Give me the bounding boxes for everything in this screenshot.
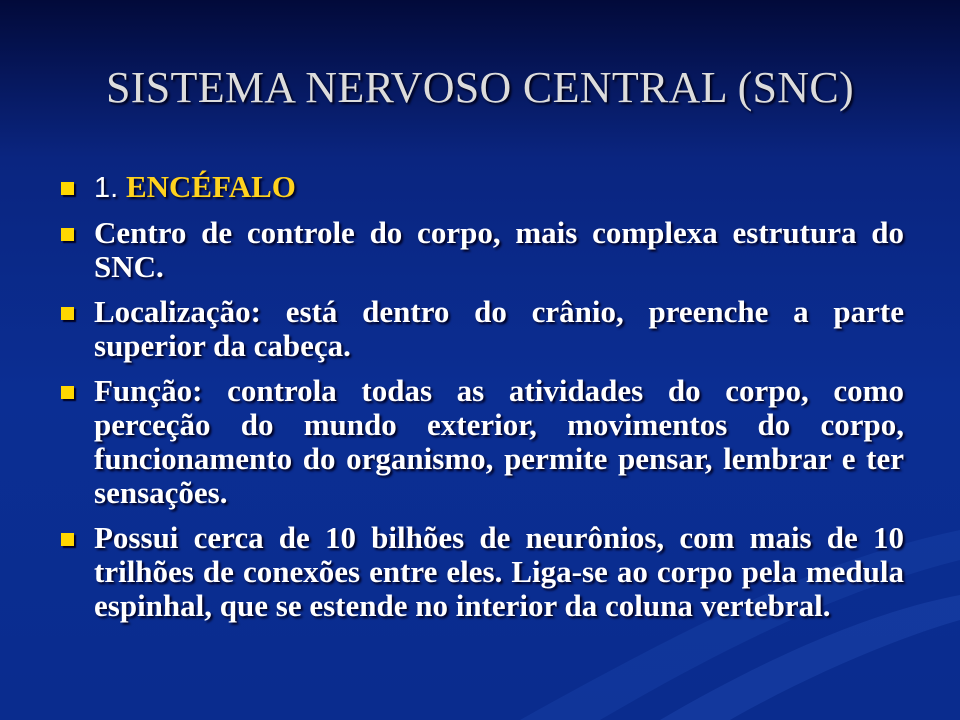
- bullet-text: Centro de controle do corpo, mais complexa estrutura do SNC.: [94, 215, 904, 284]
- bullet-item-centro: [58, 216, 904, 284]
- bullet-text: Possui cerca de 10 bilhões de neurônios, com mais de 10 trilhões de conexões entre eles. Liga-se ao corpo pela medula espinhal, que se estende no interior da coluna vertebral.: [94, 520, 904, 623]
- slide-title: SISTEMA NERVOSO CENTRAL (SNC): [106, 63, 854, 112]
- bullet-item-encefalo: [58, 170, 904, 205]
- square-bullet-icon: [61, 182, 74, 195]
- bullet-heading: ENCÉFALO: [125, 169, 296, 204]
- square-bullet-icon: [61, 307, 74, 320]
- bullet-item-neuronios: [58, 521, 904, 623]
- bullet-text: Função: controla todas as atividades do corpo, como perceção do mundo exterior, movimentos do corpo, funcionamento do organismo, permite pensar, lembrar e ter sensações.: [94, 373, 904, 510]
- square-bullet-icon: [61, 386, 74, 399]
- bullet-text: Localização: está dentro do crânio, preenche a parte superior da cabeça.: [94, 294, 904, 363]
- bullet-number: 1.: [94, 172, 119, 204]
- bullet-list: [58, 170, 904, 634]
- square-bullet-icon: [61, 533, 74, 546]
- bullet-item-localizacao: [58, 295, 904, 363]
- bullet-item-funcao: [58, 374, 904, 510]
- square-bullet-icon: [61, 228, 74, 241]
